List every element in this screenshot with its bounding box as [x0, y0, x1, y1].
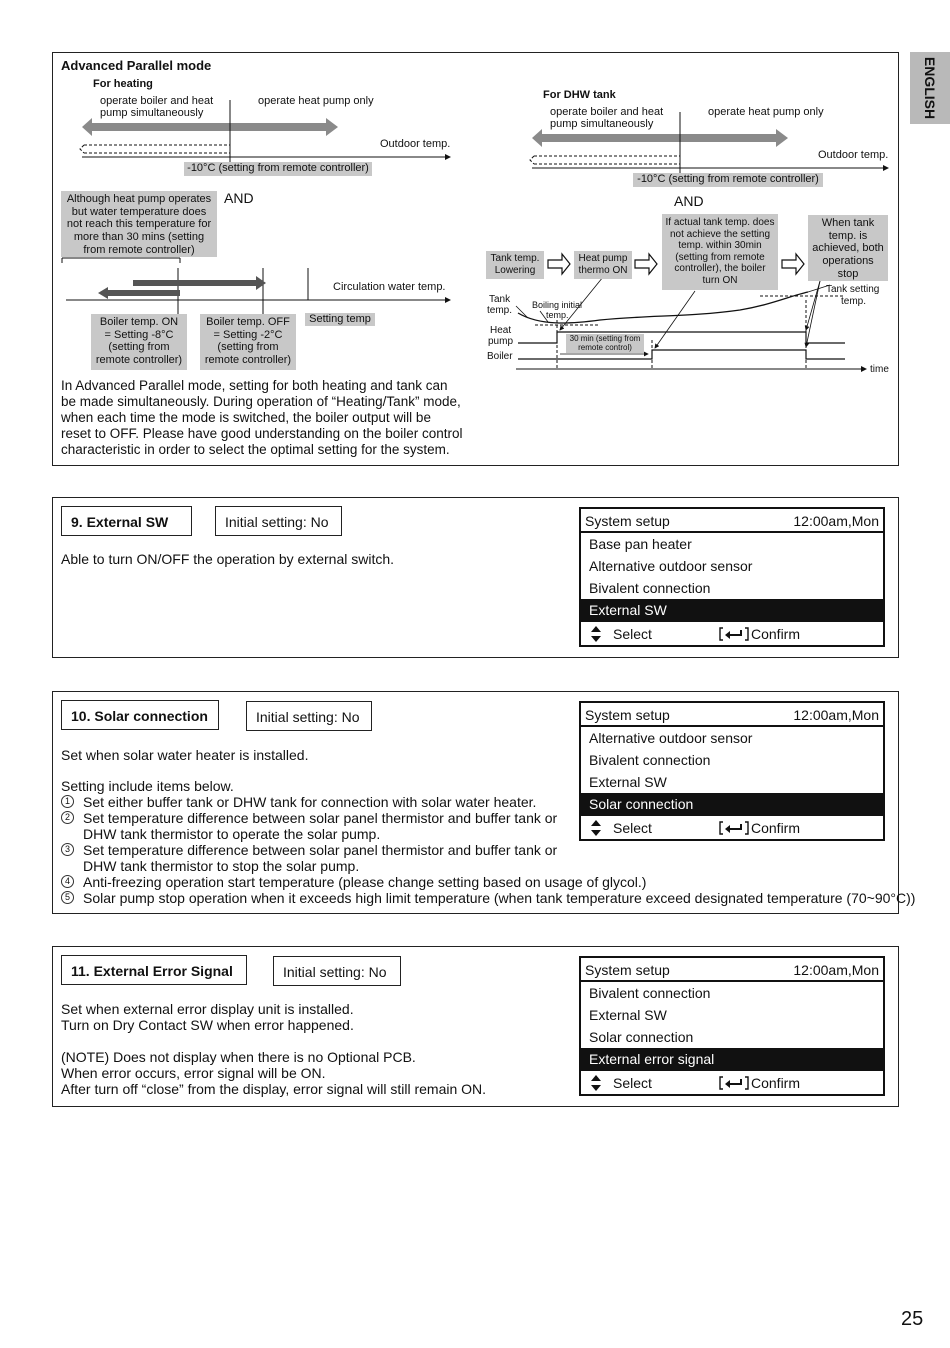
error-desc-line-2: Turn on Dry Contact SW when error happened.	[61, 1017, 354, 1033]
time-axis-label: time	[870, 364, 889, 375]
thirty-min-box	[566, 334, 644, 353]
item-number: 3	[61, 843, 74, 856]
boiler-off-line-3: (setting from	[217, 341, 279, 354]
error-desc-line-1: Set when external error display unit is installed.	[61, 1001, 354, 1017]
boiling-initial-label-1: Boiling initial	[532, 300, 583, 310]
heat-pump-axis-label-2: pump	[488, 336, 514, 347]
setting-temp-box: Setting temp	[305, 313, 375, 326]
flow-4-line-3: achieved, both	[812, 242, 884, 255]
flow-4-line-5: stop	[837, 267, 859, 280]
dhw-and-label: AND	[674, 193, 704, 209]
error-desc-line-5: After turn off “close” from the display, error signal will still remain ON.	[61, 1081, 487, 1097]
solar-description-1: Set when solar water heater is installed.	[61, 747, 309, 763]
flow-heat-pump-on-box	[574, 251, 632, 279]
advanced-parallel-title: Advanced Parallel mode	[61, 58, 212, 73]
tank-temp-axis-label-1: Tank	[489, 294, 511, 305]
solar-connection-initial-setting: Initial setting: No	[246, 701, 372, 731]
menu-header-title: System setup	[585, 513, 670, 529]
heating-note-line-4: more than 30 mins (setting	[73, 230, 205, 243]
advanced-parallel-paragraph	[61, 378, 463, 458]
menu-item-external-sw[interactable]: External SW	[589, 774, 667, 790]
heating-note-line-3: not reach this temperature for	[66, 218, 212, 231]
menu-select-label: Select	[613, 1075, 652, 1091]
heating-and-label: AND	[224, 190, 254, 206]
menu-confirm-label: Confirm	[751, 626, 801, 642]
boiler-off-box	[200, 314, 296, 370]
item-line-1: Anti-freezing operation start temperature (please change setting based on usage of glycol.)	[83, 874, 647, 890]
solar-description-2: Setting include items below.	[61, 778, 234, 794]
heating-outdoor-label: Outdoor temp.	[380, 138, 451, 150]
error-desc-line-4: When error occurs, error signal will be ON.	[61, 1065, 326, 1081]
heating-note-line-2: but water temperature does	[71, 205, 207, 218]
menu-item-alternative-outdoor-sensor[interactable]: Alternative outdoor sensor	[589, 558, 753, 574]
dhw-outdoor-label: Outdoor temp.	[818, 149, 889, 161]
flow-tank-lowering-box	[486, 251, 544, 279]
menu-footer	[581, 621, 883, 645]
menu-footer	[581, 815, 883, 839]
external-error-initial-setting: Initial setting: No	[273, 956, 401, 986]
menu-item-alternative-outdoor-sensor[interactable]: Alternative outdoor sensor	[589, 730, 753, 746]
boiler-off-line-4: remote controller)	[204, 353, 292, 366]
menu-item-bivalent-connection[interactable]: Bivalent connection	[589, 580, 711, 596]
external-error-menu	[579, 956, 885, 1096]
boiler-axis-label: Boiler	[487, 351, 513, 362]
menu-header-time: 12:00am,Mon	[793, 707, 879, 723]
item-number: 4	[61, 875, 74, 888]
external-sw-description: Able to turn ON/OFF the operation by external switch.	[61, 551, 395, 567]
external-sw-menu	[579, 507, 885, 647]
circulation-water-label: Circulation water temp.	[333, 281, 446, 293]
menu-item-bivalent-connection[interactable]: Bivalent connection	[589, 752, 711, 768]
flow-1-line-2: Lowering	[494, 264, 536, 276]
external-error-description	[61, 1001, 486, 1097]
menu-header-title: System setup	[585, 962, 670, 978]
tank-setting-label-1: Tank setting	[826, 284, 880, 295]
flow-3-line-5: controller), the boiler	[674, 263, 766, 274]
heating-note-line-5: from remote controller)	[83, 243, 195, 256]
flow-stop-box	[808, 215, 888, 281]
solar-setting-item	[61, 842, 915, 874]
menu-item-base-pan-heater[interactable]: Base pan heater	[589, 536, 692, 552]
menu-item-bivalent-connection[interactable]: Bivalent connection	[589, 985, 711, 1001]
up-down-arrows-icon	[591, 1075, 601, 1091]
solar-connection-menu	[579, 701, 885, 841]
thirty-min-line-2: remote control)	[578, 343, 632, 353]
flow-2-line-2: thermo ON	[578, 264, 628, 276]
flow-3-line-3: temp. within 30min	[678, 240, 762, 251]
adv-para-line-4: reset to OFF. Please have good understanding on the boiler control	[61, 426, 463, 441]
heat-pump-axis-label-1: Heat	[490, 325, 512, 336]
heating-both-label-1: operate boiler and heat	[100, 95, 214, 107]
dhw-minus10-box: -10°C (setting from remote controller)	[633, 173, 823, 187]
menu-item-external-error-signal[interactable]: External error signal	[581, 1048, 883, 1070]
menu-header-time: 12:00am,Mon	[793, 962, 879, 978]
boiler-off-line-2: = Setting -2°C	[213, 328, 283, 341]
heating-note-line-1: Although heat pump operates	[66, 193, 212, 205]
adv-para-line-5: characteristic in order to select the optimal setting for the system.	[61, 442, 450, 457]
dhw-label: For DHW tank	[543, 89, 616, 101]
boiler-on-box	[91, 314, 187, 370]
item-number: 5	[61, 891, 74, 904]
adv-para-line-3: when each time the mode is switched, the boiler output will be	[61, 410, 431, 425]
menu-confirm-label: Confirm	[751, 820, 801, 836]
enter-icon	[719, 821, 749, 835]
item-number: 1	[61, 795, 74, 808]
external-error-signal-title: 11. External Error Signal	[61, 955, 247, 985]
flow-4-line-1: When tank	[821, 217, 875, 229]
thirty-min-line-1: 30 min (setting from	[569, 334, 641, 343]
menu-header	[581, 958, 883, 982]
up-down-arrows-icon	[591, 820, 601, 836]
item-line-1: Set either buffer tank or DHW tank for connection with solar water heater.	[83, 794, 537, 810]
menu-header	[581, 509, 883, 533]
enter-icon	[719, 627, 749, 641]
solar-setting-item	[61, 874, 915, 890]
flow-3-line-4: (setting from remote	[675, 251, 765, 263]
heating-note-box	[61, 191, 217, 257]
up-down-arrows-icon	[591, 626, 601, 642]
adv-para-line-2: be made simultaneously. During operation of “Heating/Tank” mode,	[61, 394, 461, 409]
external-sw-initial-setting: Initial setting: No	[215, 506, 342, 536]
menu-footer	[581, 1070, 883, 1094]
flow-1-line-1: Tank temp.	[490, 253, 540, 264]
dhw-both-label-1: operate boiler and heat	[550, 106, 664, 118]
flow-4-line-4: operations	[822, 254, 874, 267]
menu-item-solar-connection[interactable]: Solar connection	[589, 1029, 694, 1045]
solar-connection-title: 10. Solar connection	[61, 700, 219, 730]
heating-minus10-box: -10°C (setting from remote controller)	[184, 162, 372, 176]
menu-item-external-sw[interactable]: External SW	[589, 1007, 667, 1023]
menu-item-solar-connection[interactable]: Solar connection	[581, 793, 883, 815]
boiling-initial-label-2: temp.	[546, 310, 569, 320]
flow-4-line-2: temp. is	[828, 229, 868, 242]
flow-boiler-on-box	[662, 214, 778, 290]
tank-temp-axis-label-2: temp.	[487, 305, 513, 316]
boiler-on-line-3: (setting from	[108, 341, 170, 354]
menu-header	[581, 703, 883, 727]
boiler-on-line-2: = Setting -8°C	[104, 328, 174, 341]
item-line-1: Set temperature difference between solar panel thermistor and buffer tank or	[83, 842, 558, 858]
error-desc-note: (NOTE) Does not display when there is no Optional PCB.	[61, 1049, 416, 1065]
item-line-1: Set temperature difference between solar panel thermistor and buffer tank or	[83, 810, 558, 826]
menu-item-external-sw[interactable]: External SW	[581, 599, 883, 621]
item-line-2: DHW tank thermistor to operate the solar pump.	[83, 826, 381, 842]
external-sw-title: 9. External SW	[61, 506, 192, 536]
tank-setting-label-2: temp.	[841, 296, 867, 307]
boiler-on-line-1: Boiler temp. ON	[99, 316, 179, 328]
menu-confirm-label: Confirm	[751, 1075, 801, 1091]
item-line-2: DHW tank thermistor to stop the solar pump.	[83, 858, 360, 874]
page-number: 25	[901, 1308, 924, 1330]
enter-icon	[719, 1076, 749, 1090]
dhw-hp-only-label: operate heat pump only	[708, 106, 824, 118]
boiler-on-line-4: remote controller)	[95, 353, 183, 366]
menu-header-title: System setup	[585, 707, 670, 723]
heating-label: For heating	[93, 78, 153, 90]
solar-setting-item	[61, 890, 915, 906]
flow-2-line-1: Heat pump	[578, 253, 628, 264]
flow-3-line-2: not achieve the setting	[669, 228, 771, 240]
flow-3-line-1: If actual tank temp. does	[665, 217, 775, 228]
item-number: 2	[61, 811, 74, 824]
menu-select-label: Select	[613, 820, 652, 836]
heating-both-label-2: pump simultaneously	[100, 107, 204, 119]
language-tab-label: ENGLISH	[922, 56, 938, 120]
flow-3-line-6: turn ON	[702, 274, 738, 286]
item-line-1: Solar pump stop operation when it exceeds high limit temperature (when tank temperature exceed designated temperature (70~90°C))	[83, 890, 916, 906]
menu-select-label: Select	[613, 626, 652, 642]
dhw-both-label-2: pump simultaneously	[550, 118, 654, 130]
menu-header-time: 12:00am,Mon	[793, 513, 879, 529]
adv-para-line-1: In Advanced Parallel mode, setting for both heating and tank can	[61, 378, 448, 393]
heating-hp-only-label: operate heat pump only	[258, 95, 374, 107]
boiler-off-line-1: Boiler temp. OFF	[206, 316, 290, 328]
